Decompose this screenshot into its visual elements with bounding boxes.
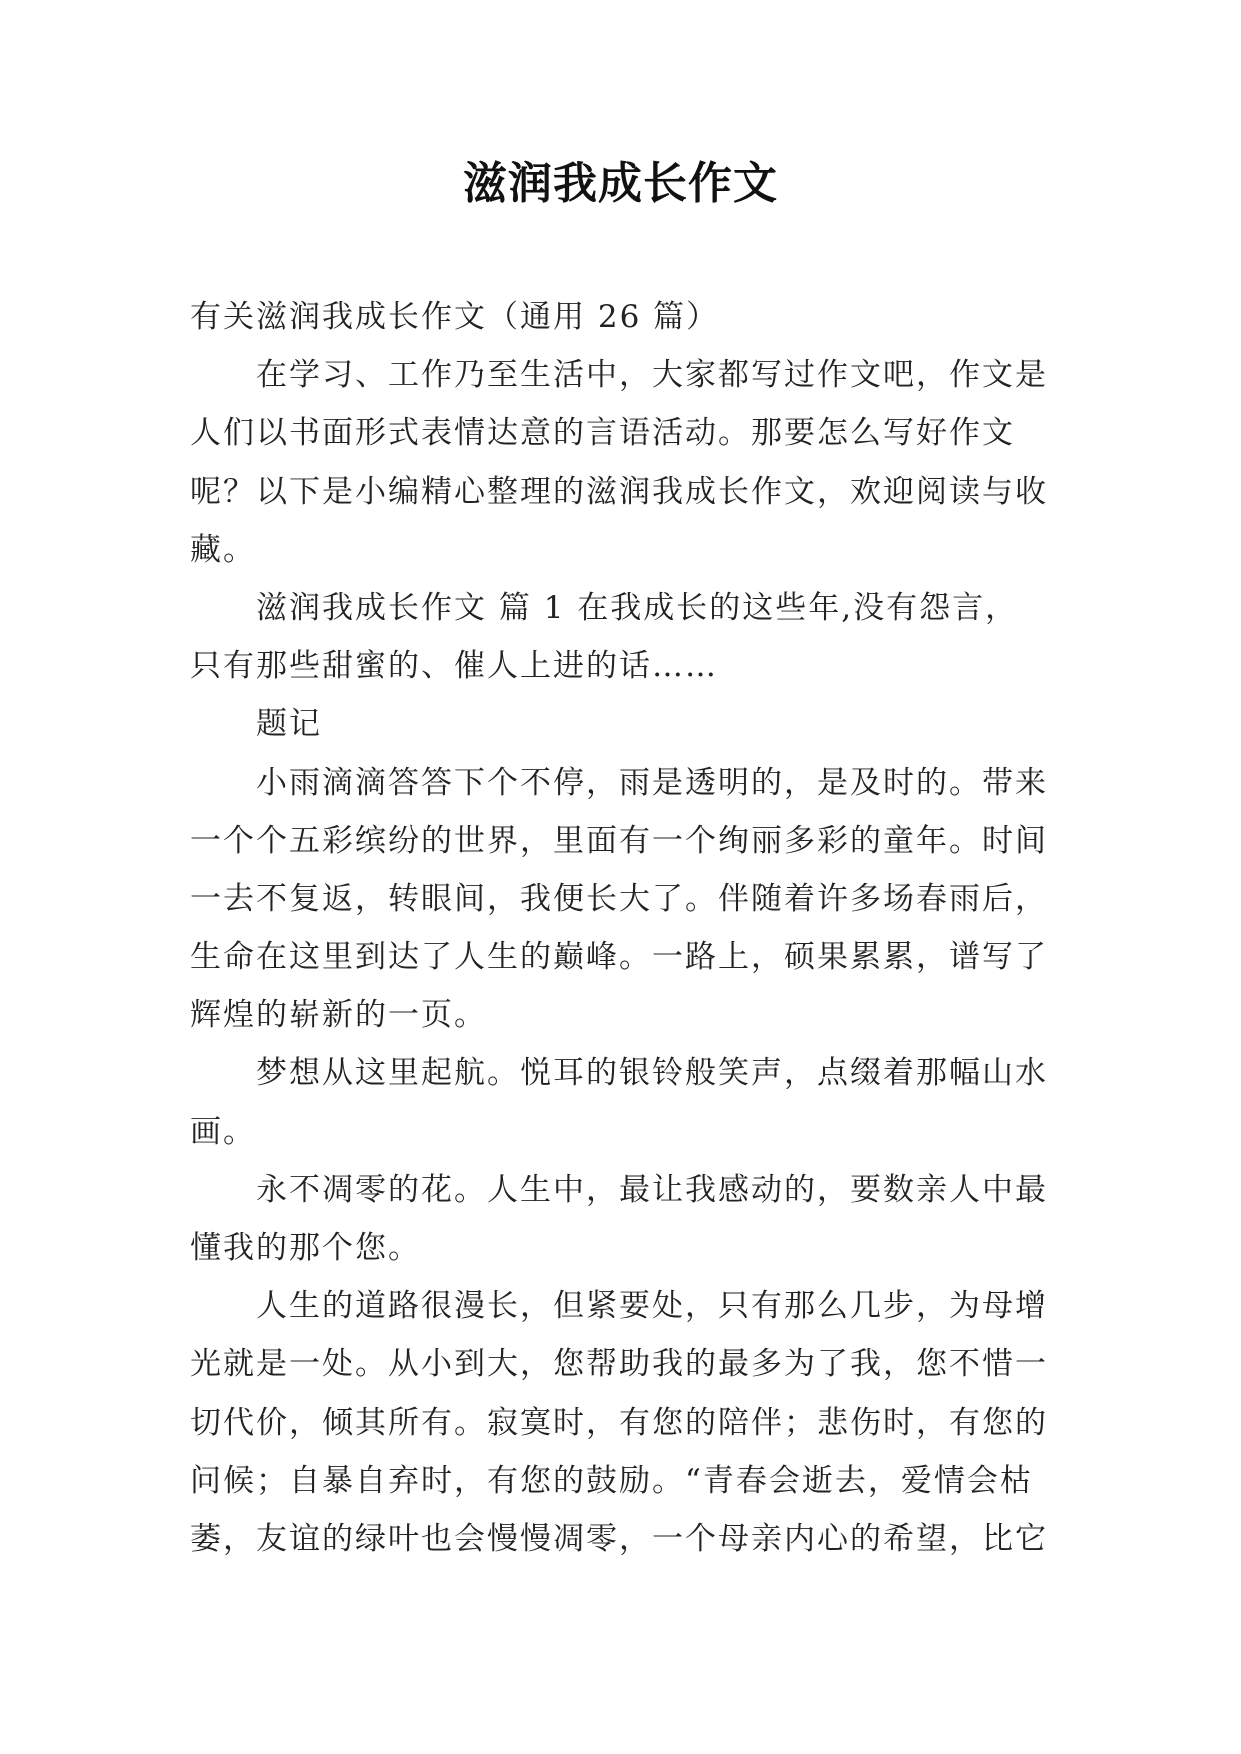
text-line: 问候；自暴自弃时，有您的鼓励。“青春会逝去，爱情会枯 — [190, 1462, 1033, 1499]
text-line: 一去不复返，转眼间，我便长大了。伴随着许多场春雨后， — [190, 880, 1048, 917]
text-line: 人生的道路很漫长，但紧要处，只有那么几步，为母增 — [256, 1288, 1048, 1325]
text-line: 光就是一处。从小到大，您帮助我的最多为了我，您不惜一 — [190, 1346, 1048, 1383]
text-line: 萎，友谊的绿叶也会慢慢凋零，一个母亲内心的希望，比它 — [190, 1520, 1048, 1557]
text-line: 有关滋润我成长作文（通用 26 篇） — [190, 299, 720, 335]
text-line: 人们以书面形式表情达意的言语活动。那要怎么写好作文 — [190, 415, 1015, 452]
text-line: 生命在这里到达了人生的巅峰。一路上，硕果累累，谱写了 — [190, 939, 1048, 976]
document-body — [190, 288, 1070, 1568]
text-line: 永不凋零的花。人生中，最让我感动的，要数亲人中最 — [256, 1171, 1048, 1208]
text-line: 切代价，倾其所有。寂寞时，有您的陪伴；悲伤时，有您的 — [190, 1404, 1048, 1441]
text-line: 辉煌的崭新的一页。 — [190, 997, 487, 1034]
text-line: 懂我的那个您。 — [190, 1230, 421, 1266]
text-line: 小雨滴滴答答下个不停，雨是透明的，是及时的。带来 — [256, 764, 1048, 801]
text-line: 只有那些甜蜜的、催人上进的话…… — [190, 648, 718, 685]
text-line: 画。 — [190, 1113, 256, 1150]
text-line: 题记 — [256, 706, 322, 743]
text-line: 梦想从这里起航。悦耳的银铃般笑声，点缀着那幅山水 — [256, 1055, 1048, 1092]
text-line: 呢？以下是小编精心整理的滋润我成长作文，欢迎阅读与收 — [190, 473, 1048, 510]
document-title: 滋润我成长作文 — [463, 158, 778, 209]
text-line: 在学习、工作乃至生活中，大家都写过作文吧，作文是 — [256, 357, 1048, 394]
text-line: 滋润我成长作文 篇 1 在我成长的这些年,没有怨言， — [256, 589, 1019, 626]
text-line: 一个个五彩缤纷的世界，里面有一个绚丽多彩的童年。时间 — [190, 822, 1048, 859]
text-line: 藏。 — [190, 531, 256, 568]
